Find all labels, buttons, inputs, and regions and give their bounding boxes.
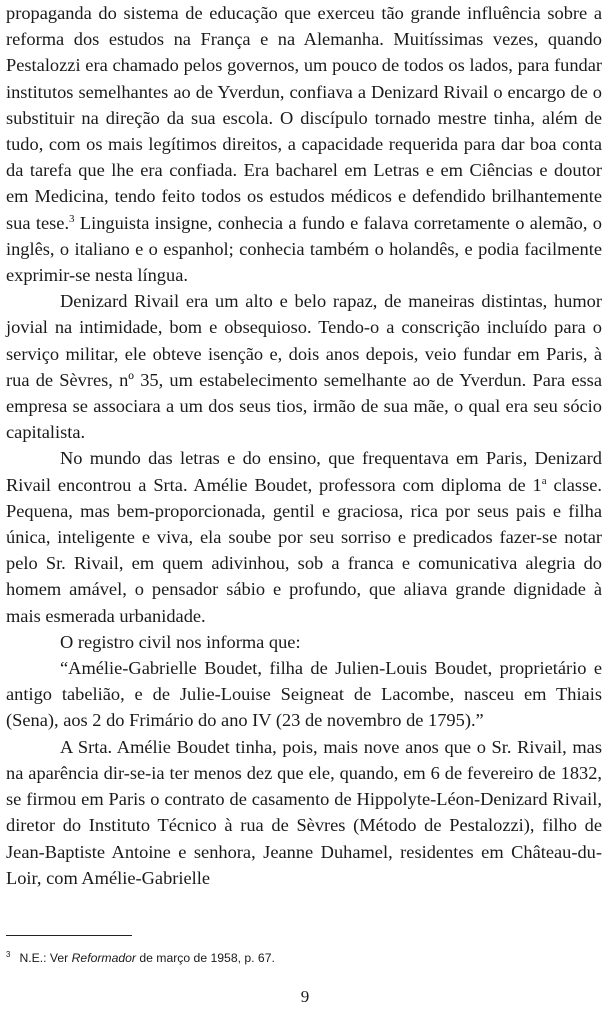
paragraph-2-text: Denizard Rivail era um alto e belo rapaz, de maneiras distintas, humor jovial na intimidade, bom e obsequioso. Tendo-o a conscrição incluído para o serviço militar, ele obteve isenção e, dois anos depois, veio fundar em Paris, à rua de Sèvres, nº 35, um estabelecimento semelhante ao de Yverdun. Para essa empresa se associara a um dos seus tios, irmão de sua mãe, o qual era seu sócio capitalista. [6, 291, 602, 443]
paragraph-1 [6, 0, 602, 288]
footnote-prefix: N.E.: Ver [19, 951, 72, 966]
ordinal-superscript: a [541, 474, 547, 487]
page-number: 9 [300, 987, 310, 1006]
paragraph-2 [6, 288, 602, 445]
footnote [6, 947, 596, 966]
paragraph-3-text-before: No mundo das letras e do ensino, que frequentava em Paris, Denizard Rivail encontrou a Srta. Amélie Boudet, professora com diploma de 1 [6, 448, 602, 495]
paragraph-3-text: classe. Pequena, mas bem-proporcionada, gentil e graciosa, rica por seus pais e filha única, inteligente e viva, ela soube por seu sorriso e predicados fazer-se notar pelo Sr. Rivail, em quem adivinhou, sob a franca e comunicativa alegria do homem amável, o pensador sábio e profundo, que aliava grande dignidade à mais esmerada urbanidade. [6, 474, 602, 626]
paragraph-6-text: A Srta. Amélie Boudet tinha, pois, mais nove anos que o Sr. Rivail, mas na aparência dir-se-ia ter menos dez que ele, quando, em 6 de fevereiro de 1832, se firmou em Paris o contrato de casamento de Hippolyte-Léon-Denizard Rivail, diretor do Instituto Técnico à rua de Sèvres (Método de Pestalozzi), filho de Jean-Baptiste Antoine e senhora, Jeanne Duhamel, residentes em Château-du-Loir, com Amélie-Gabrielle [6, 736, 602, 888]
footnote-divider [6, 935, 132, 936]
paragraph-6 [6, 734, 602, 891]
footnote-italic-title: Reformador [71, 951, 136, 966]
paragraph-1-text-after: Linguista insigne, conhecia a fundo e falava corretamente o alemão, o inglês, o italiano e o espanhol; conhecia também o holandês, e podia facilmente exprimir-se nesta língua. [6, 212, 602, 286]
paragraph-4-text: O registro civil nos informa que: [60, 631, 301, 652]
paragraph-5-text: “Amélie-Gabrielle Boudet, filha de Julien-Louis Boudet, proprietário e antigo tabelião, e de Julie-Louise Seigneat de Lacombe, nasceu em Thiais (Sena), aos 2 do Frimário do ano IV (23 de novembro de 1795).” [6, 658, 602, 731]
page-body [6, 0, 602, 891]
paragraph-5-quote [6, 655, 602, 734]
footnote-suffix: de março de 1958, p. 67. [135, 951, 275, 966]
paragraph-4 [6, 629, 602, 655]
paragraph-3 [6, 445, 602, 628]
paragraph-1-text: propaganda do sistema de educação que exerceu tão grande influência sobre a reforma dos estudos na França e na Alemanha. Muitíssimas vezes, quando Pestalozzi era chamado pelos governos, um pouco de todos os lados, para fundar institutos semelhantes ao de Yverdun, confiava a Denizard Rivail o encargo de o substituir na direção da sua escola. O discípulo tornado mestre tinha, além de tudo, com os mais legítimos direitos, a capacidade requerida para dar boa conta da tarefa que lhe era confiada. Era bacharel em Letras e em Ciências e doutor em Medicina, tendo feito todos os estudos médicos e defendido brilhantemente sua tese. [6, 3, 602, 233]
footnote-number: 3 [6, 950, 11, 959]
footnote-ref-3[interactable]: 3 [69, 212, 75, 225]
